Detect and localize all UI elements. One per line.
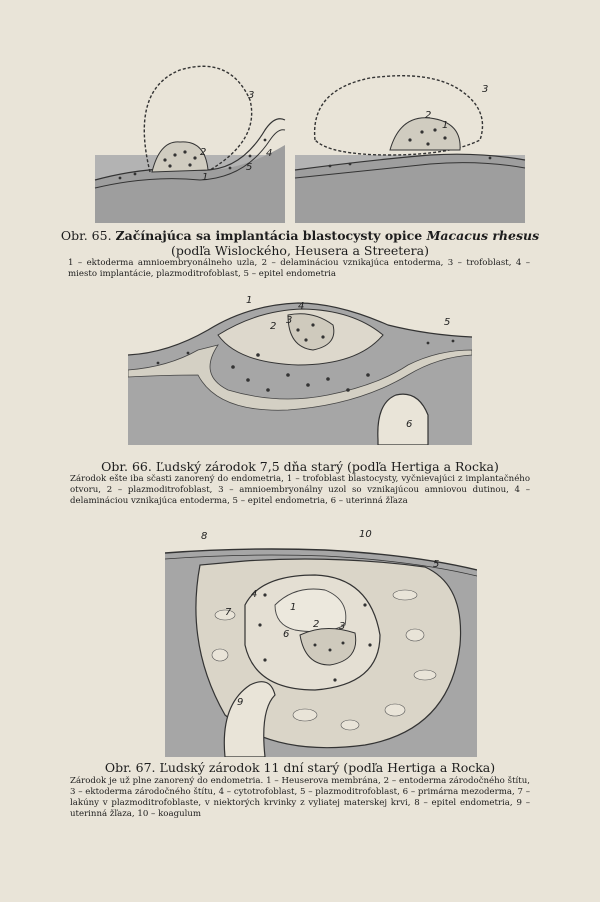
fig65-title-main: Začínajúca sa implantácia blastocysty opice — [115, 228, 427, 243]
fig67-label-9: 9 — [237, 697, 244, 708]
fig67-title — [0, 760, 600, 775]
fig67-label-7: 7 — [225, 607, 232, 618]
fig66-title — [0, 459, 600, 474]
fig65-legend: 1 – ektoderma amnioembryonálneho uzla, 2 – delamináciou vznikajúca entoderma, 3 – trofoblast, 4 – miesto implantácie, plazmoditrofoblast, 5 – epitel endometria — [68, 258, 530, 279]
fig65-number: Obr. 65. — [60, 228, 112, 243]
fig65-right-label-2: 2 — [425, 110, 432, 121]
fig66-label-2: 2 — [270, 321, 277, 332]
fig65-label-1: 1 — [202, 172, 209, 183]
fig66-legend: Zárodok ešte iba sčasti zanorený do endometria, 1 – trofoblast blastocysty, vyčnievajúci z implantačného otvoru, 2 – plazmoditrofoblast, 3 – amnioembryonálny uzol so vznikajúcou amniovou dutinou, 4 – delamináciou vznikajúca entoderma, 5 – epitel endometria, 6 – uterinná žľaza — [70, 474, 530, 506]
fig67-label-5: 5 — [433, 559, 440, 570]
fig65-title — [0, 228, 600, 243]
fig65-subtitle: (podľa Wislockého, Heusera a Streetera) — [171, 243, 429, 258]
figure-67-illustration — [165, 525, 477, 757]
fig67-label-6: 6 — [283, 629, 290, 640]
fig66-label-5: 5 — [444, 317, 451, 328]
figure-65-illustration — [90, 60, 530, 225]
fig67-label-1: 1 — [290, 602, 297, 613]
fig65-label-4: 4 — [266, 148, 273, 159]
fig67-label-3: 3 — [339, 621, 346, 632]
fig66-label-4: 4 — [298, 301, 305, 312]
fig67-title-main: Ľudský zárodok 11 dní starý (podľa Hertiga a Rocka) — [159, 760, 496, 775]
fig66-label-1: 1 — [246, 295, 253, 306]
fig67-number: Obr. 67. — [104, 760, 156, 775]
fig66-label-3: 3 — [286, 315, 293, 326]
fig65-title-italic: Macacus rhesus — [426, 228, 540, 243]
fig65-label-2: 2 — [200, 147, 207, 158]
fig66-title-main: Ľudský zárodok 7,5 dňa starý (podľa Hertiga a Rocka) — [155, 459, 499, 474]
fig65-label-3: 3 — [248, 90, 255, 101]
fig65-right-label-1: 1 — [442, 120, 449, 131]
fig66-number: Obr. 66. — [101, 459, 152, 474]
fig67-label-2: 2 — [313, 619, 320, 630]
fig67-label-4: 4 — [251, 589, 258, 600]
fig65-label-5: 5 — [246, 162, 253, 173]
fig67-legend: Zárodok je už plne zanorený do endometria. 1 – Heuserova membrána, 2 – entoderma zárodočného štítu, 3 – ektoderma zárodočného štítu, 4 – cytotrofoblast, 5 – plazmoditrofoblast, 6 – primárna mezoderma, 7 – lakúny v plazmoditrofoblaste, v niektorých krvinky z vyliatej materskej krvi, 8 – epitel endometria, 9 – uterinná žľaza, 10 – koagulum — [70, 776, 530, 819]
fig66-label-6: 6 — [406, 419, 413, 430]
figure-66-illustration — [128, 295, 472, 445]
fig67-label-10: 10 — [359, 529, 372, 540]
fig67-label-8: 8 — [201, 531, 208, 542]
fig65-right-label-3: 3 — [482, 84, 489, 95]
